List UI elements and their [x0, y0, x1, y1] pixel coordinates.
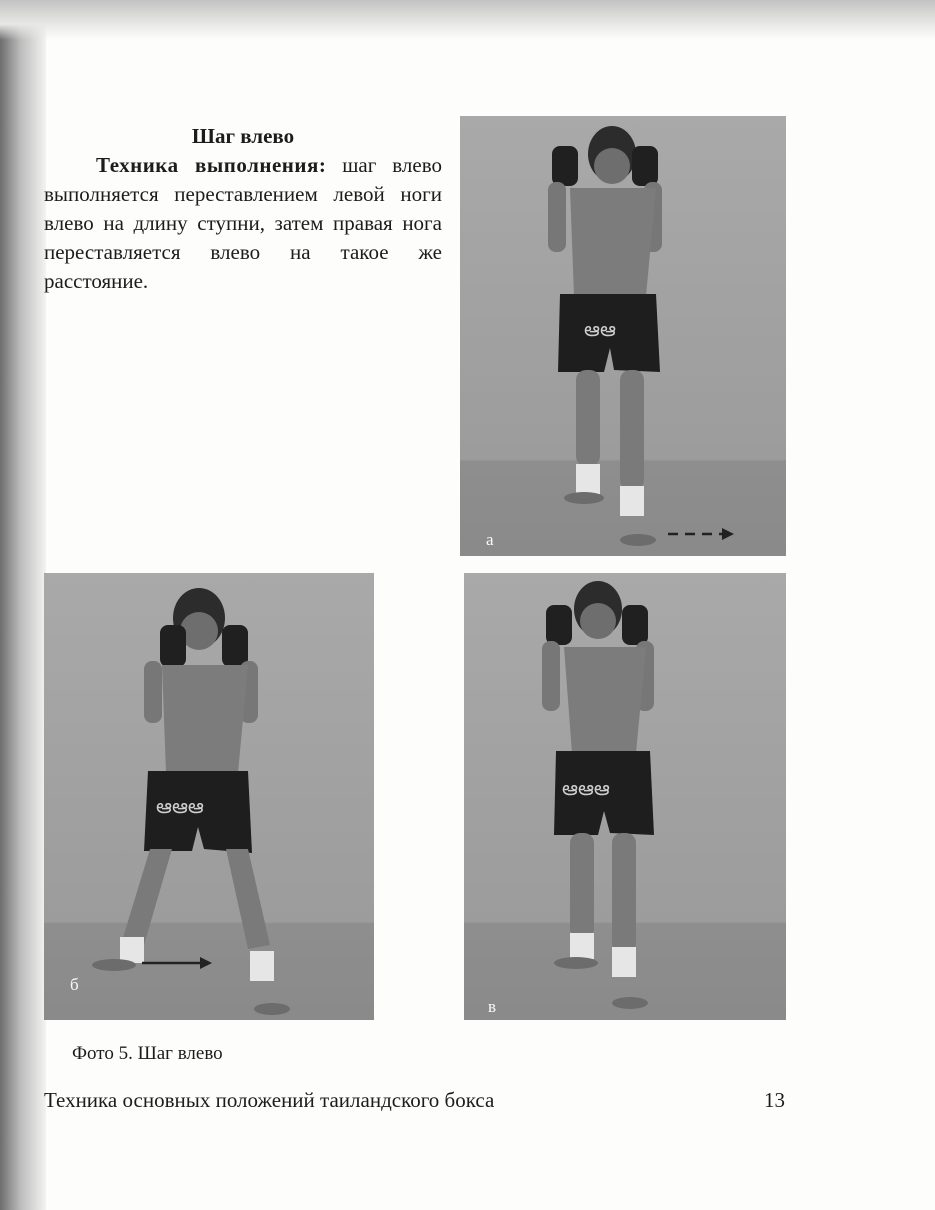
page-top-shadow — [0, 0, 935, 40]
dashed-arrow-icon — [668, 528, 734, 540]
technique-description: шаг влево выполняется переставлением левой ноги влево на длину ступни, затем правая нога переставляется влево на такое же расстояние. — [44, 153, 442, 293]
svg-text:ఆఆఆ: ఆఆఆ — [562, 776, 610, 800]
boxer-figure-c — [464, 573, 786, 1020]
page-binding-shadow — [0, 0, 46, 1210]
photo-caption: Фото 5. Шаг влево — [72, 1043, 223, 1064]
text-block — [44, 122, 442, 296]
photo-b — [44, 573, 374, 1020]
svg-text:ఆఆ: ఆఆ — [584, 317, 616, 341]
boxer-figure-a — [460, 116, 786, 556]
solid-arrow-icon — [142, 957, 212, 969]
boxer-figure-b — [44, 573, 374, 1020]
photo-a — [460, 116, 786, 556]
technique-term: Техника выполнения: — [96, 153, 327, 177]
photo-label-b: б — [70, 975, 79, 994]
section-heading: Шаг влево — [191, 124, 295, 148]
photo-label-c: в — [488, 997, 497, 1016]
photo-label-a: а — [486, 530, 494, 549]
photo-c — [464, 573, 786, 1020]
technique-paragraph — [44, 151, 442, 296]
running-footer-title: Техника основных положений таиландского бокса — [44, 1088, 495, 1112]
page-number: 13 — [764, 1088, 785, 1112]
svg-text:ఆఆఆ: ఆఆఆ — [156, 794, 204, 818]
